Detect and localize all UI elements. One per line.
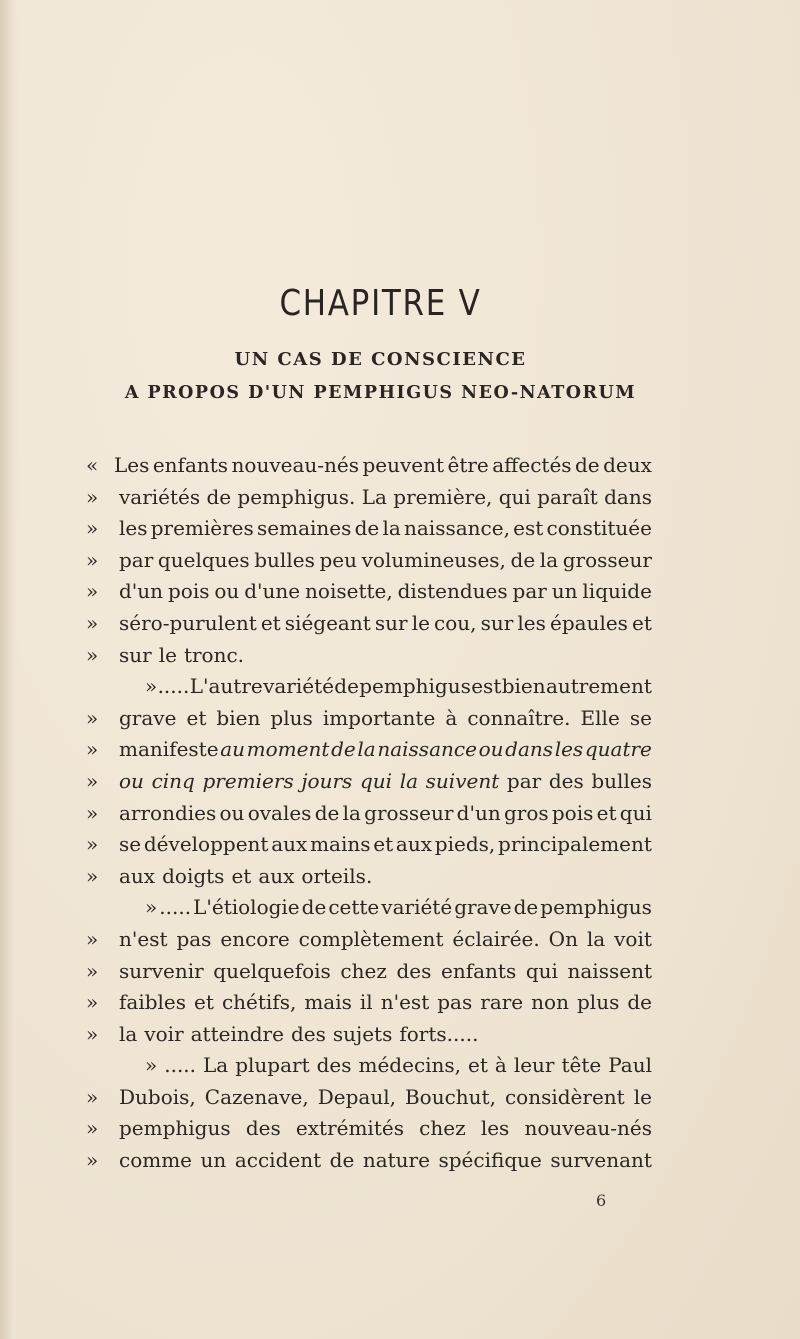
line-text: n'est pas encore complètement éclairée. On la voit: [119, 926, 652, 951]
line-text: séro-purulent et siégeant sur le cou, sur les épaules et: [119, 610, 652, 635]
quote-mark: »: [86, 990, 99, 1015]
quote-mark: »: [86, 1148, 99, 1173]
line-text: variétés de pemphigus. La première, qui paraît dans: [119, 484, 652, 509]
line-text: arrondies ou ovales de la grosseur d'un gros pois et qui: [119, 800, 652, 825]
text-line: [86, 892, 652, 924]
line-text: par quelques bulles peu volumineuses, de la grosseur: [119, 547, 652, 572]
line-text: ou cinq premiers jours qui la suivent par des bulles: [119, 768, 652, 793]
quote-mark: «: [86, 453, 99, 477]
chapter-subtitle-2: A PROPOS D'UN PEMPHIGUS NEO-NATORUM: [124, 383, 637, 403]
line-text: les premières semaines de la naissance, est constituée: [119, 516, 652, 541]
line-text: d'un pois ou d'une noisette, distendues par un liquide: [119, 579, 652, 604]
page-edge: [0, 0, 18, 1339]
text-line: [86, 482, 652, 514]
text-line: [86, 1082, 652, 1114]
line-text: la voir atteindre des sujets forts.....: [119, 1021, 479, 1046]
quote-mark: »: [86, 832, 99, 857]
quote-mark: »: [86, 484, 99, 509]
line-text: Dubois, Cazenave, Depaul, Bouchut, considèrent le: [119, 1084, 652, 1109]
line-text: comme un accident de nature spécifique survenant: [119, 1148, 652, 1173]
text-line: [86, 1019, 652, 1051]
quote-mark: »: [86, 863, 99, 888]
quote-mark: »: [86, 800, 99, 825]
line-text: aux doigts et aux orteils.: [119, 863, 373, 888]
chapter-subtitle-1: UN CAS DE CONSCIENCE: [234, 349, 527, 370]
text-line: [86, 987, 652, 1019]
quote-mark: »: [86, 610, 99, 635]
line-text: sur le tronc.: [119, 642, 245, 667]
line-text: grave et bien plus importante à connaître. Elle se: [119, 705, 652, 730]
quote-mark: [86, 1050, 119, 1082]
body-text: [86, 450, 652, 1177]
text-line: [86, 671, 652, 703]
quote-mark: »: [86, 1084, 99, 1109]
text-line: [86, 766, 652, 798]
text-line: [86, 734, 652, 766]
text-line: [86, 545, 652, 577]
line-text: manifeste au moment de la naissance ou dans les quatre: [119, 737, 652, 762]
text-line: [86, 703, 652, 735]
text-line: [86, 513, 652, 545]
line-text: Les enfants nouveau-nés peuvent être affectés de deux: [114, 453, 652, 477]
quote-mark: »: [86, 579, 99, 604]
line-text: » ..... La plupart des médecins, et à leur tête Paul: [145, 1053, 652, 1078]
text-line: [86, 956, 652, 988]
text-line: [86, 829, 652, 861]
quote-mark: [86, 892, 119, 924]
quote-mark: »: [86, 1021, 99, 1046]
line-text: faibles et chétifs, mais il n'est pas rare non plus de: [119, 990, 652, 1015]
line-text: se développent aux mains et aux pieds, principalement: [119, 832, 652, 857]
line-text: » ..... L'étiologie de cette variété grave de pemphigus: [145, 895, 652, 920]
text-line: [86, 640, 652, 672]
text-line: [86, 798, 652, 830]
quote-mark: »: [86, 516, 99, 541]
quote-mark: »: [86, 737, 99, 762]
quote-mark: »: [86, 1116, 99, 1141]
quote-mark: »: [86, 547, 99, 572]
chapter-title: CHAPITRE V: [279, 283, 482, 324]
quote-mark: »: [86, 958, 99, 983]
text-line: [86, 861, 652, 893]
quote-mark: [86, 671, 119, 703]
line-text: pemphigus des extrémités chez les nouveau-nés: [119, 1116, 652, 1141]
quote-mark: »: [86, 642, 99, 667]
line-text: » ..... L'autre variété de pemphigus est bien autrement: [145, 674, 652, 699]
quote-mark: »: [86, 768, 99, 793]
text-line: [86, 1145, 652, 1177]
text-line: [86, 1050, 652, 1082]
page-number: 6: [596, 1191, 607, 1210]
text-line: [86, 608, 652, 640]
text-line: [86, 1113, 652, 1145]
text-line: [86, 924, 652, 956]
text-line: [86, 576, 652, 608]
text-line: [86, 450, 652, 482]
quote-mark: »: [86, 926, 99, 951]
quote-mark: »: [86, 705, 99, 730]
line-text: survenir quelquefois chez des enfants qui naissent: [119, 958, 652, 983]
